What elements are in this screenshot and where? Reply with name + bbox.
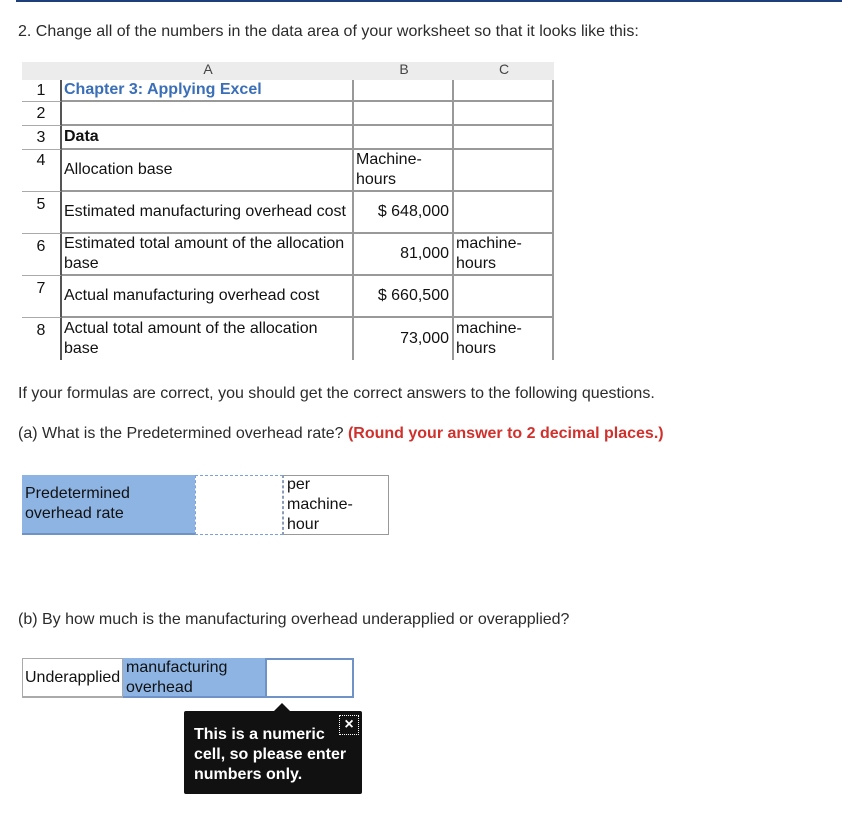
question-a-prompt: (a) What is the Predetermined overhead rate? (18, 425, 344, 442)
underapplied-select[interactable]: Underapplied (22, 658, 123, 698)
row-number: 5 (22, 192, 62, 234)
formulas-note: If your formulas are correct, you should get the correct answers to the following questions. (18, 385, 655, 402)
question-b-text: (b) By how much is the manufacturing overhead underapplied or overapplied? (18, 611, 570, 628)
predetermined-rate-input[interactable] (196, 476, 282, 534)
col-header-c: C (454, 62, 554, 80)
rounding-instruction: (Round your answer to 2 decimal places.) (347, 425, 664, 442)
row-number: 4 (22, 150, 62, 192)
cell-a7: Actual manufacturing overhead cost (62, 276, 354, 318)
cell-a6: Estimated total amount of the allocation base (62, 234, 354, 276)
row-number: 8 (22, 318, 62, 360)
cell-c3 (454, 126, 554, 150)
row-number: 2 (22, 102, 62, 126)
cell-c1 (454, 80, 554, 102)
rate-unit-cell (283, 475, 389, 535)
cell-b6: 81,000 (354, 234, 454, 276)
cell-b2 (354, 102, 454, 126)
row-number: 1 (22, 80, 62, 102)
col-header-b: B (354, 62, 454, 80)
instruction-text: 2. Change all of the numbers in the data area of your worksheet so that it looks like this: (18, 23, 639, 40)
cell-c2 (454, 102, 554, 126)
cell-b5: $ 648,000 (354, 192, 454, 234)
cell-c6 (454, 234, 554, 276)
cell-c8 (454, 318, 554, 360)
overhead-amount-input[interactable] (267, 660, 352, 696)
cell-a4: Allocation base (62, 150, 354, 192)
predetermined-rate-input-cell[interactable] (195, 475, 283, 535)
predetermined-rate-label: Predetermined overhead rate (22, 475, 195, 535)
cell-a8: Actual total amount of the allocation base (62, 318, 354, 360)
cell-b3 (354, 126, 454, 150)
cell-c8-text: machine-hours (456, 320, 522, 357)
cell-b4-text: Machine-hours (356, 151, 422, 188)
col-header-a: A (62, 62, 354, 80)
question-a-text (18, 425, 664, 443)
cell-a3: Data (62, 126, 354, 150)
manufacturing-overhead-label (123, 658, 265, 698)
manufacturing-overhead-text: manufacturing overhead (126, 659, 228, 696)
corner-cell (22, 62, 62, 80)
cell-b7: $ 660,500 (354, 276, 454, 318)
cell-c4 (454, 150, 554, 192)
cell-a1: Chapter 3: Applying Excel (62, 80, 354, 102)
cell-c5 (454, 192, 554, 234)
cell-c6-text: machine-hours (456, 235, 522, 272)
close-icon[interactable]: × (339, 715, 359, 735)
row-number: 6 (22, 234, 62, 276)
row-number: 3 (22, 126, 62, 150)
cell-b8: 73,000 (354, 318, 454, 360)
numeric-cell-tooltip (184, 711, 362, 794)
tooltip-arrow (274, 703, 290, 711)
cell-a5: Estimated manufacturing overhead cost (62, 192, 354, 234)
cell-b4 (354, 150, 454, 192)
cell-b1 (354, 80, 454, 102)
tooltip-text: This is a numeric cell, so please enter numbers only. (194, 726, 347, 783)
cell-a2 (62, 102, 354, 126)
top-rule (16, 0, 842, 2)
overhead-amount-input-cell[interactable] (265, 658, 354, 698)
cell-c7 (454, 276, 554, 318)
rate-unit-text: per machine-hour (287, 476, 353, 533)
row-number: 7 (22, 276, 62, 318)
